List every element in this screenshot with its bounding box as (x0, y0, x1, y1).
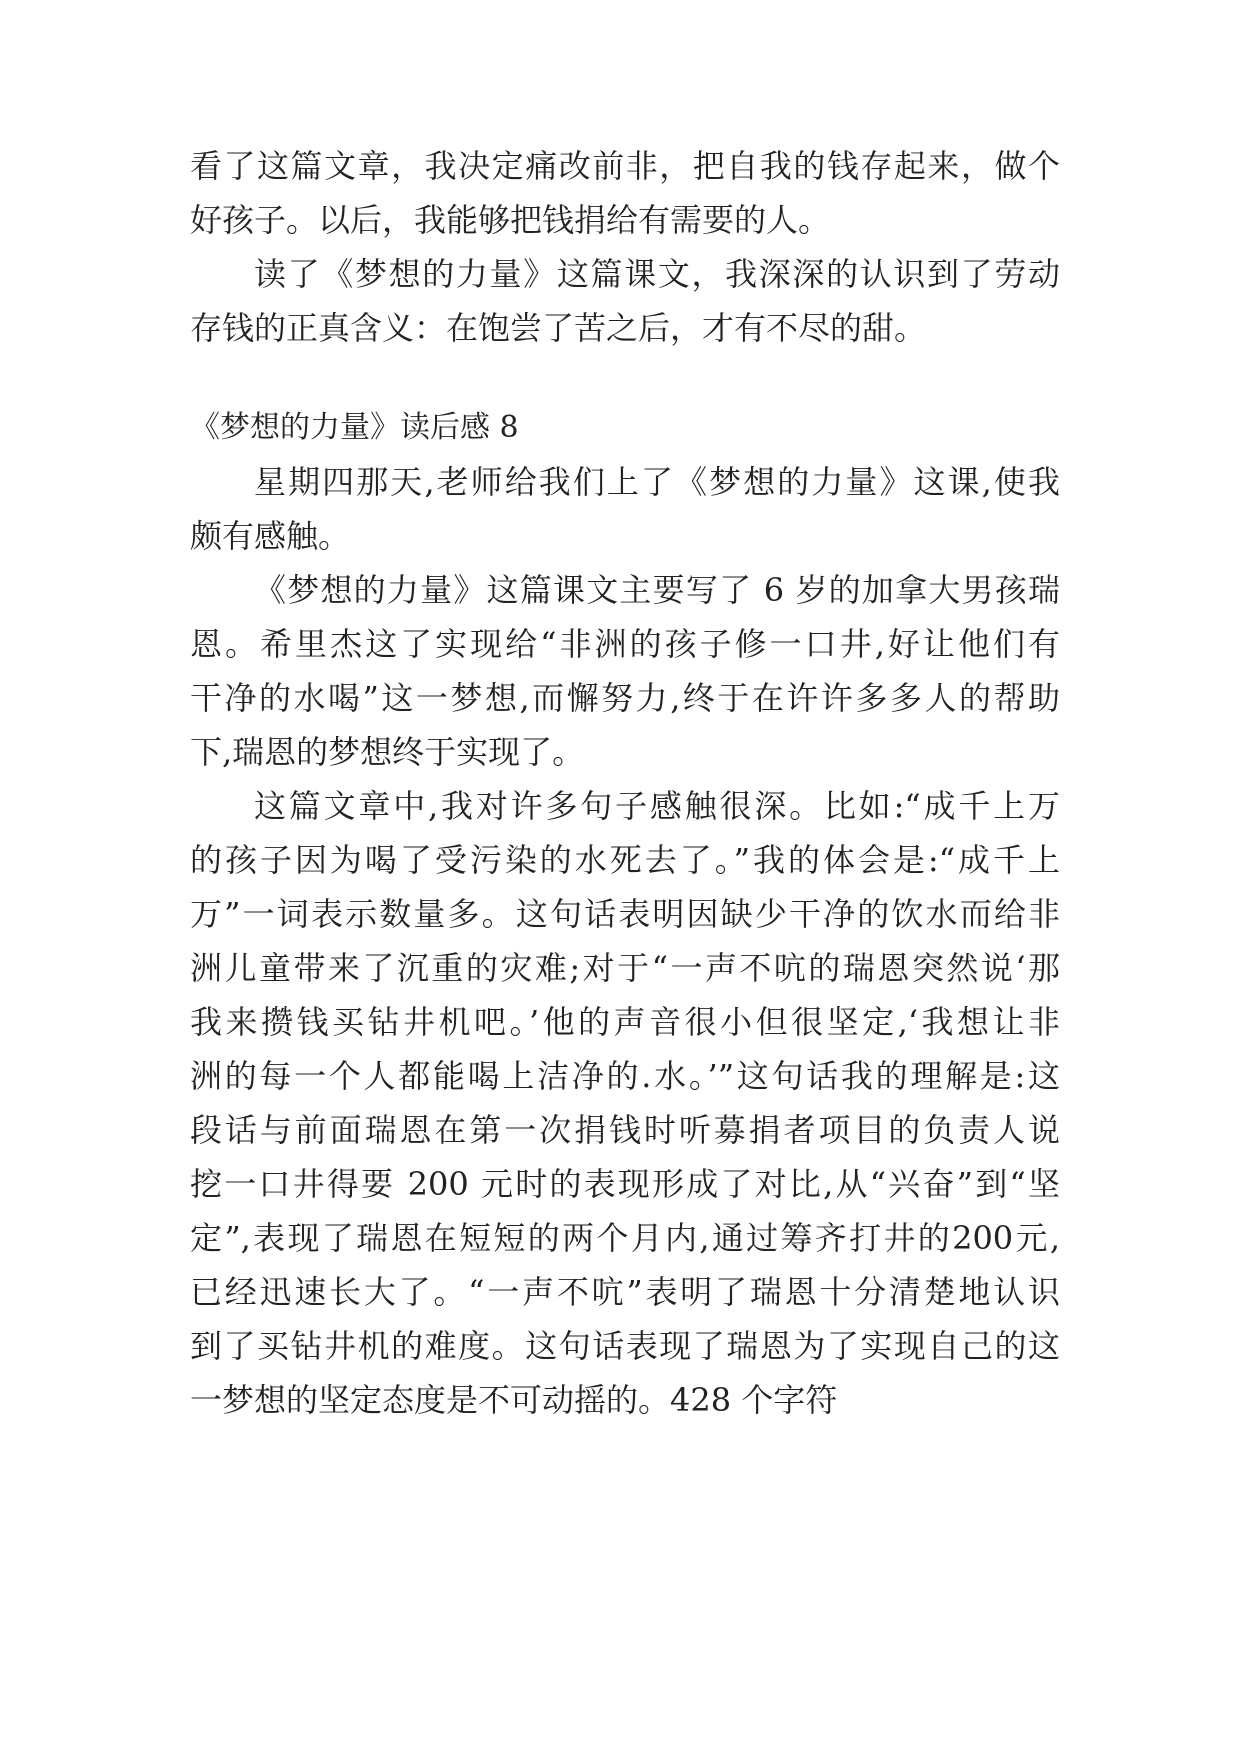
text-line: 到了买钻井机的难度。这句话表现了瑞恩为了实现自己的这 (190, 1327, 1060, 1365)
text-line: 洲儿童带来了沉重的灾难;对于“一声不吭的瑞恩突然说‘那 (190, 949, 1060, 987)
text-line: 星期四那天,老师给我们上了《梦想的力量》这课,使我 (254, 463, 1060, 501)
text-line: 颇有感触。 (190, 517, 351, 555)
text-line: 好孩子。以后，我能够把钱捐给有需要的人。 (190, 201, 831, 239)
text-line: 万”一词表示数量多。这句话表明因缺少干净的饮水而给非 (190, 895, 1060, 933)
text-line: 下,瑞恩的梦想终于实现了。 (190, 733, 585, 771)
section-heading: 《梦想的力量》读后感 8 (190, 410, 519, 445)
text-line: 定”,表现了瑞恩在短短的两个月内,通过筹齐打井的200元, (190, 1219, 1060, 1257)
text-line: 我来攒钱买钻井机吧。’他的声音很小但很坚定,‘我想让非 (190, 1003, 1060, 1041)
text-line: 已经迅速长大了。“一声不吭”表明了瑞恩十分清楚地认识 (190, 1273, 1060, 1311)
text-line: 挖一口井得要 200 元时的表现形成了对比,从“兴奋”到“坚 (190, 1165, 1060, 1203)
text-line: 这篇文章中,我对许多句子感触很深。比如:“成千上万 (254, 787, 1060, 825)
text-line: 段话与前面瑞恩在第一次捐钱时听募捐者项目的负责人说 (190, 1111, 1060, 1149)
text-line: 干净的水喝”这一梦想,而懈努力,终于在许许多多人的帮助 (190, 679, 1060, 717)
text-line: 一梦想的坚定态度是不可动摇的。428 个字符 (190, 1381, 838, 1419)
text-line: 存钱的正真含义：在饱尝了苦之后，才有不尽的甜。 (190, 309, 927, 347)
text-line: 恩。希里杰这了实现给“非洲的孩子修一口井,好让他们有 (190, 625, 1060, 663)
text-line: 的孩子因为喝了受污染的水死去了。”我的体会是:“成千上 (190, 841, 1060, 879)
text-line: 洲的每一个人都能喝上洁净的.水。’”这句话我的理解是:这 (190, 1057, 1060, 1095)
text-line: 看了这篇文章，我决定痛改前非，把自我的钱存起来，做个 (190, 147, 1060, 185)
text-line: 《梦想的力量》这篇课文主要写了 6 岁的加拿大男孩瑞 (254, 571, 1060, 609)
text-line: 读了《梦想的力量》这篇课文，我深深的认识到了劳动 (254, 255, 1060, 293)
